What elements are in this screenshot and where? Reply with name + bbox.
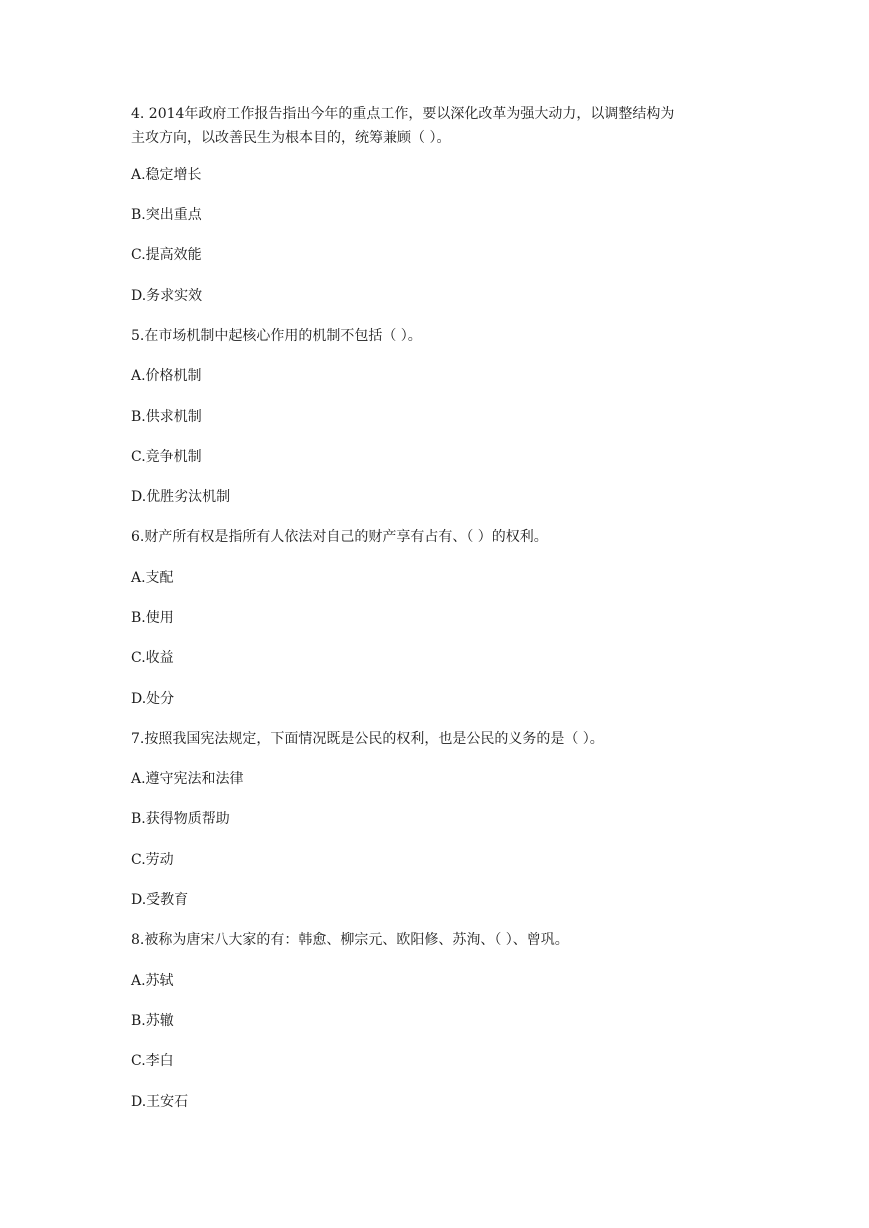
question-8-option-d: D.王安石 <box>131 1094 189 1110</box>
question-5-option-a: A.价格机制 <box>131 368 202 384</box>
question-5-option-c: C.竞争机制 <box>131 449 202 465</box>
question-4-option-b: B.突出重点 <box>131 207 202 223</box>
question-5-option-d: D.优胜劣汰机制 <box>131 489 231 505</box>
question-8-option-b: B.苏辙 <box>131 1013 174 1029</box>
question-6-option-b: B.使用 <box>131 610 174 626</box>
question-5-option-b: B.供求机制 <box>131 409 202 425</box>
question-4-option-a: A.稳定增长 <box>131 167 202 183</box>
question-6-option-c: C.收益 <box>131 650 174 666</box>
question-7-stem: 7.按照我国宪法规定，下面情况既是公民的权利，也是公民的义务的是（ ）。 <box>131 731 604 747</box>
question-6-option-d: D.处分 <box>131 691 175 707</box>
question-8-stem: 8.被称为唐宋八大家的有：韩愈、柳宗元、欧阳修、苏洵、（ ）、曾巩。 <box>131 932 569 948</box>
question-7-option-d: D.受教育 <box>131 892 189 908</box>
question-4-option-c: C.提高效能 <box>131 247 202 263</box>
question-4-stem-line-2: 主攻方向，以改善民生为根本目的，统筹兼顾（ ）。 <box>131 130 451 146</box>
question-4-stem-line-1: 4. 2014年政府工作报告指出今年的重点工作，要以深化改革为强大动力，以调整结构为 <box>131 106 675 122</box>
question-6-stem: 6.财产所有权是指所有人依法对自己的财产享有占有、（ ）的权利。 <box>131 529 548 545</box>
question-8-option-a: A.苏轼 <box>131 973 174 989</box>
question-4-option-d: D.务求实效 <box>131 288 203 304</box>
question-7-option-c: C.劳动 <box>131 852 174 868</box>
question-5-stem: 5.在市场机制中起核心作用的机制不包括（ ）。 <box>131 328 422 344</box>
question-8-option-c: C.李白 <box>131 1053 174 1069</box>
question-7-option-a: A.遵守宪法和法律 <box>131 771 244 787</box>
question-7-option-b: B.获得物质帮助 <box>131 811 230 827</box>
question-6-option-a: A.支配 <box>131 570 174 586</box>
